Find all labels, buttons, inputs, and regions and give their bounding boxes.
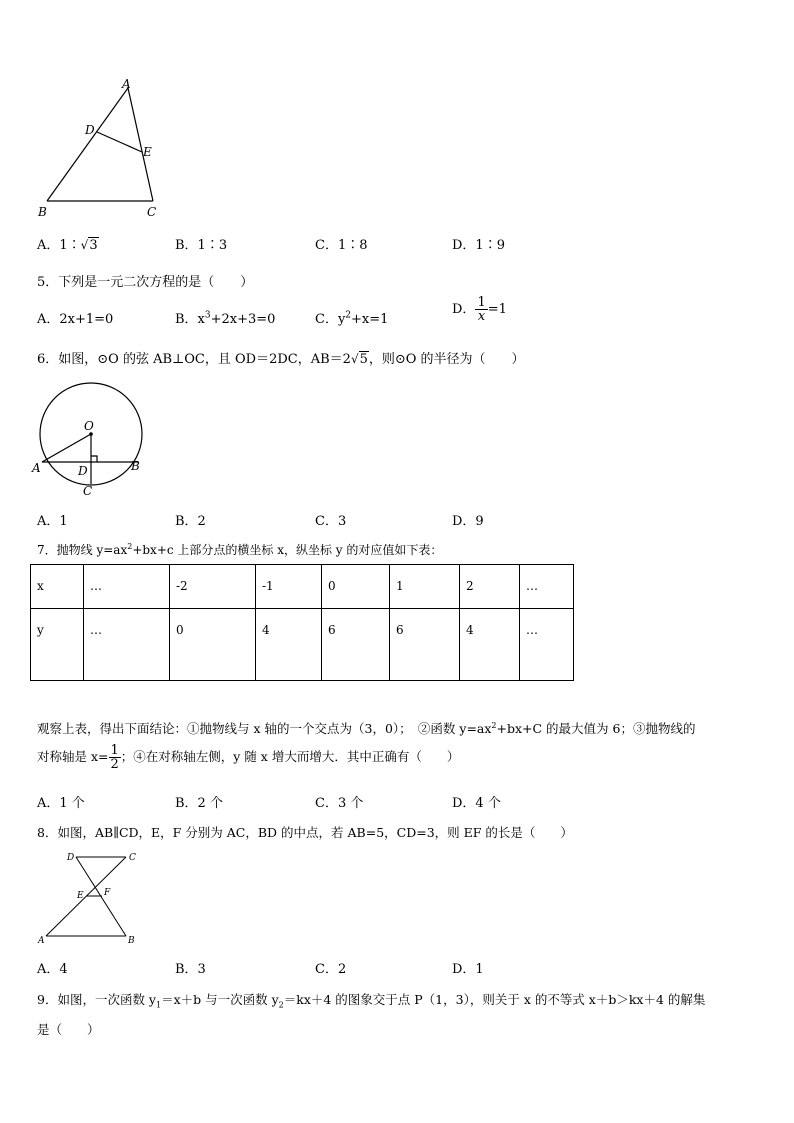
q5-option-d-pre: D． — [452, 302, 476, 317]
table-cell: 1 — [390, 565, 460, 609]
table-cell: … — [84, 565, 170, 609]
q5-option-b-pre: B．x — [175, 312, 205, 327]
q6-option-a[interactable]: A．1 — [37, 514, 68, 529]
q6-option-d[interactable]: D．9 — [452, 514, 484, 529]
label-f: F — [104, 888, 111, 898]
table-row-x — [31, 565, 574, 609]
q9-text-c: ＝kx＋4 的图象交于点 P（1，3），则关于 x 的不等式 x＋b＞kx＋4 的解集 — [283, 992, 706, 1007]
table-cell: 4 — [256, 609, 322, 681]
q5-option-b-post: +2x+3=0 — [210, 312, 276, 327]
q7-observation-line2 — [37, 744, 459, 771]
q7-option-a[interactable]: A．1 个 — [37, 796, 85, 811]
q7-stem-post: +bx+c 上部分点的横坐标 x，纵坐标 y 的对应值如下表： — [132, 543, 443, 557]
table-cell: 4 — [460, 609, 520, 681]
table-row-y — [31, 609, 574, 681]
label-d: D — [85, 123, 95, 137]
q5-option-c[interactable] — [315, 308, 388, 327]
q8-option-a[interactable]: A．4 — [37, 962, 68, 977]
label-a: A — [122, 77, 131, 91]
q7-obs-axis-text: 对称轴是 x= — [37, 749, 109, 764]
q4-option-d[interactable]: D．1∶9 — [452, 238, 505, 253]
q5-stem: 5．下列是一元二次方程的是（ ） — [37, 275, 254, 290]
q9-sub-2: 2 — [278, 1000, 284, 1010]
q9-stem-line1 — [37, 990, 705, 1010]
q8-option-c[interactable]: C．2 — [315, 962, 347, 977]
q7-option-d[interactable]: D．4 个 — [452, 796, 501, 811]
q4-option-b[interactable]: B．1∶3 — [175, 238, 228, 253]
q6-stem-pre: 6．如图，⊙O 的弦 AB⊥OC，且 OD＝2DC，AB＝2 — [37, 352, 351, 367]
value-table — [30, 564, 574, 681]
segment-oa — [42, 434, 91, 462]
table-cell: x — [31, 565, 84, 609]
q8-option-b[interactable]: B．3 — [175, 962, 206, 977]
q5-option-b[interactable] — [175, 308, 275, 327]
label-b: B — [128, 936, 135, 946]
q9-text-b: ＝x＋b 与一次函数 y — [161, 992, 279, 1007]
q7-obs-sup: 2 — [491, 720, 497, 730]
table-cell: … — [520, 609, 574, 681]
table-cell: -2 — [170, 565, 256, 609]
q8-stem: 8．如图，AB∥CD，E，F 分别为 AC，BD 的中点，若 AB=5，CD=3，则 EF 的长是（ ） — [37, 825, 573, 840]
q4-option-a-radicand: 3 — [89, 238, 98, 253]
q5-option-d[interactable] — [452, 296, 507, 323]
table-cell: y — [31, 609, 84, 681]
q7-fraction-denominator: 2 — [110, 757, 119, 772]
table-cell: 0 — [170, 609, 256, 681]
label-c: C — [147, 205, 157, 219]
q7-fraction-numerator: 1 — [110, 743, 119, 758]
q9-sub-1: 1 — [156, 1000, 162, 1010]
q6-stem-radicand: 5 — [359, 352, 368, 367]
circle-figure-q6 — [30, 380, 150, 500]
table-cell: … — [520, 565, 574, 609]
label-b: B — [131, 459, 140, 473]
label-d: D — [67, 853, 75, 863]
label-a: A — [38, 936, 45, 946]
table-cell: … — [84, 609, 170, 681]
table-cell: 0 — [322, 565, 390, 609]
q4-option-c[interactable]: C．1∶8 — [315, 238, 368, 253]
q4-option-a-text: A．1∶ — [37, 238, 81, 253]
q4-option-a[interactable]: A．1∶√3 — [37, 238, 98, 253]
q6-stem-post: ，则⊙O 的半径为（ ） — [368, 352, 525, 367]
q5-option-d-post: =1 — [487, 302, 507, 317]
q5-option-d-numerator: 1 — [477, 295, 486, 310]
q9-text-a: 9．如图，一次函数 y — [37, 992, 156, 1007]
q7-option-b[interactable]: B．2 个 — [175, 796, 223, 811]
q7-stem-pre: 7．抛物线 y=ax — [37, 543, 128, 557]
q5-option-a[interactable]: A．2x+1=0 — [37, 312, 114, 327]
q8-option-d[interactable]: D．1 — [452, 962, 484, 977]
side-ab — [47, 88, 128, 201]
label-b: B — [38, 205, 47, 219]
label-d: D — [78, 464, 88, 478]
q7-obs-text-a: 观察上表，得出下面结论：①抛物线与 x 轴的一个交点为（3，0）； ②函数 y=ax — [37, 721, 492, 736]
q9-stem-line2: 是（ ） — [37, 1022, 100, 1037]
q5-option-c-sup: 2 — [345, 310, 352, 321]
table-cell: -1 — [256, 565, 322, 609]
label-c: C — [129, 853, 136, 863]
table-cell: 6 — [390, 609, 460, 681]
q5-option-c-pre: C．y — [315, 312, 346, 327]
label-e: E — [143, 145, 152, 159]
q6-stem: 6．如图，⊙O 的弦 AB⊥OC，且 OD＝2DC，AB＝2√5，则⊙O 的半径为（ ） — [37, 352, 525, 367]
q7-observation-line1 — [37, 719, 695, 737]
label-a: A — [32, 461, 41, 475]
label-c: C — [83, 484, 93, 498]
q7-stem — [37, 541, 442, 558]
q7-obs-text-b: +bx+C 的最大值为 6；③抛物线的 — [496, 721, 696, 736]
segment-de — [97, 132, 142, 152]
q5-option-d-denominator: x — [477, 309, 486, 324]
label-o: O — [84, 419, 94, 433]
q5-option-b-sup: 3 — [204, 310, 211, 321]
right-angle-mark — [91, 456, 97, 462]
q7-obs-rest-text: ；④在对称轴左侧，y 随 x 增大而增大．其中正确有（ ） — [120, 749, 460, 764]
q6-option-c[interactable]: C．3 — [315, 514, 347, 529]
label-e: E — [77, 891, 84, 901]
table-cell: 6 — [322, 609, 390, 681]
table-cell: 2 — [460, 565, 520, 609]
q7-option-c[interactable]: C．3 个 — [315, 796, 364, 811]
q5-option-c-post: +x=1 — [351, 312, 389, 327]
q6-option-b[interactable]: B．2 — [175, 514, 206, 529]
q7-stem-sup: 2 — [127, 542, 133, 551]
triangle-figure-q4 — [30, 76, 180, 224]
trapezoid-figure-q8 — [34, 850, 144, 948]
